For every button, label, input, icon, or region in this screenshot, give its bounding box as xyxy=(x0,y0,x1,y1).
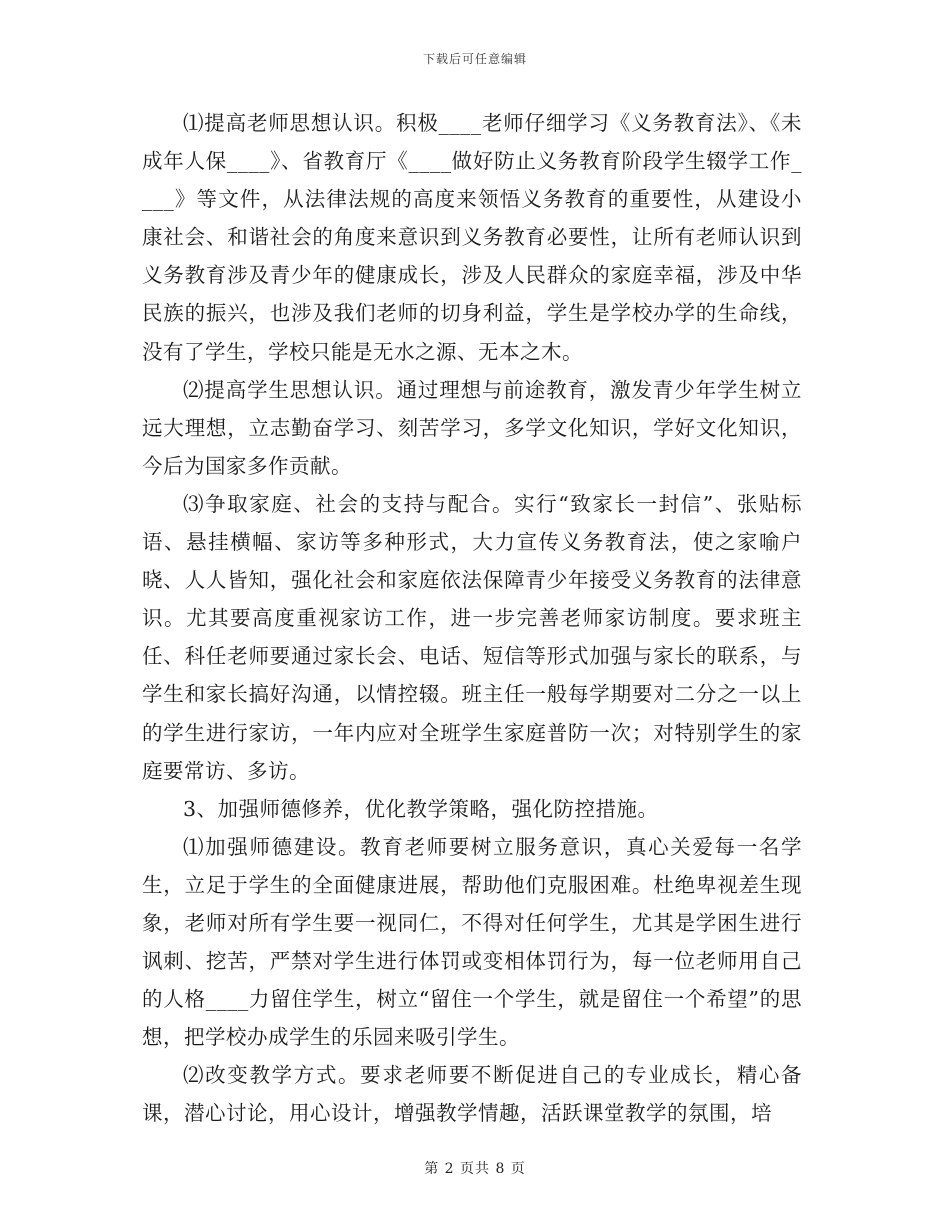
paragraph-3: ⑶争取家庭、社会的支持与配合。实行“致家长一封信”、张贴标语、悬挂横幅、家访等多种形式，大力宣传义务教育法，使之家喻户晓、人人皆知，强化社会和家庭依法保障青少年接受义务教育的法律意识。尤其要高度重视家访工作，进一步完善老师家访制度。要求班主任、科任老师要通过家长会、电话、短信等形式加强与家长的联系，与学生和家长搞好沟通，以情控辍。班主任一般每学期要对二分之一以上的学生进行家访，一年内应对全班学生家庭普防一次；对特别学生的家庭要常访、多访。 xyxy=(142,491,802,783)
section-heading-3: 3、加强师德修养，优化教学策略，强化防控措施。 xyxy=(183,796,659,821)
paragraph-4: ⑴加强师德建设。教育老师要树立服务意识，真心关爱每一名学生，立足于学生的全面健康进展，帮助他们克服困难。杜绝卑视差生现象，老师对所有学生要一视同仁，不得对任何学生，尤其是学困生进行讽刺、挖苦，严禁对学生进行体罚或变相体罚行为，每一位老师用自己的人格____力留住学生，树立“留住一个学生，就是留住一个希望”的思想，把学校办成学生的乐园来吸引学生。 xyxy=(142,834,802,1050)
page-header: 下载后可任意编辑 xyxy=(422,52,527,66)
paragraph-1: ⑴提高老师思想认识。积极____老师仔细学习《义务教育法》、《未成年人保____》、省教育厅《____做好防止义务教育阶段学生辍学工作____》等文件，从法律法规的高度来领悟义务教育的重要性，从建设小康社会、和谐社会的角度来意识到义务教育必要性，让所有老师认识到义务教育涉及青少年的健康成长，涉及人民群众的家庭幸福，涉及中华民族的振兴，也涉及我们老师的切身利益，学生是学校办学的生命线，没有了学生，学校只能是无水之源、无本之木。 xyxy=(142,111,802,364)
paragraph-2: ⑵提高学生思想认识。通过理想与前途教育，激发青少年学生树立远大理想，立志勤奋学习、刻苦学习，多学文化知识，学好文化知识，今后为国家多作贡献。 xyxy=(142,377,802,478)
page-footer: 第 2 页共 8 页 xyxy=(424,1161,526,1177)
paragraph-5: ⑵改变教学方式。要求老师要不断促进自己的专业成长，精心备课，潜心讨论，用心设计，增强教学情趣，活跃课堂教学的氛围，培 xyxy=(142,1063,802,1126)
document-body xyxy=(142,104,802,1133)
